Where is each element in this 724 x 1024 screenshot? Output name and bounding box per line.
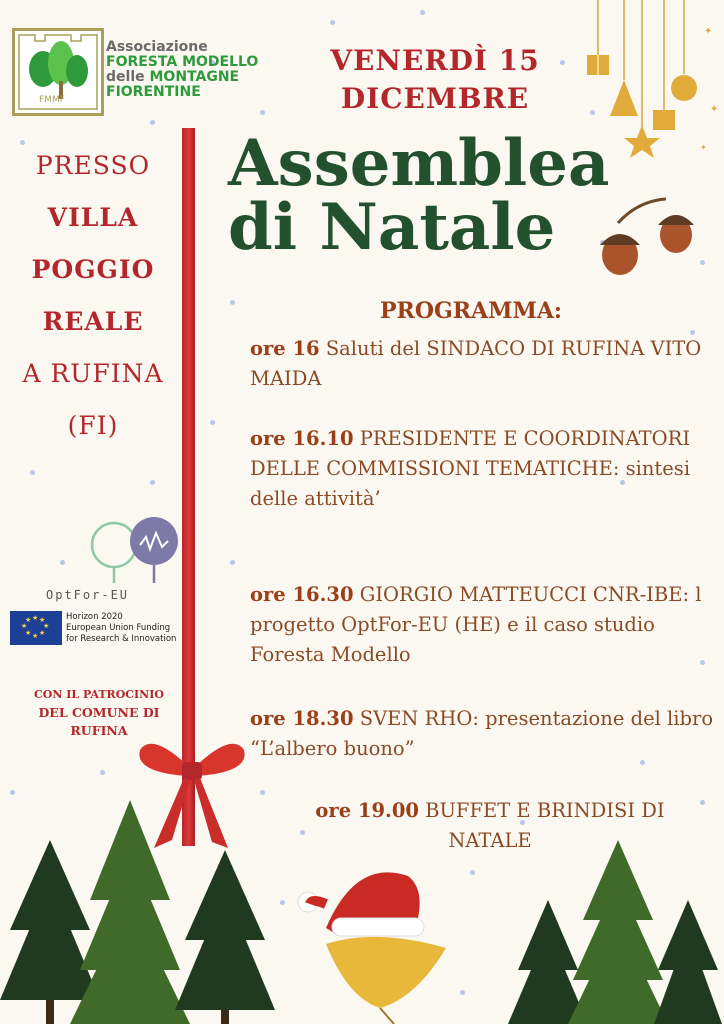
venue-line-villa: VILLA bbox=[47, 203, 139, 232]
assoc-line3-prefix: delle bbox=[106, 69, 145, 85]
program-item-2 bbox=[250, 424, 720, 514]
assoc-line1: Associazione bbox=[106, 39, 208, 55]
eu-flag-icon bbox=[10, 611, 62, 645]
fmmf-logo bbox=[12, 28, 104, 116]
title-line1: Assemblea bbox=[228, 126, 610, 201]
venue-block bbox=[8, 140, 178, 452]
date-line1: VENERDÌ 15 bbox=[330, 44, 540, 77]
svg-text:★: ★ bbox=[43, 622, 50, 630]
assoc-line4: FIORENTINE bbox=[106, 84, 201, 100]
svg-text:★: ★ bbox=[25, 629, 32, 637]
eu-line2: European Union Funding bbox=[66, 623, 171, 633]
venue-line-reale: REALE bbox=[42, 307, 144, 336]
eu-line3: for Research & Innovation bbox=[66, 634, 177, 644]
association-name bbox=[106, 40, 258, 100]
svg-text:✦: ✦ bbox=[704, 26, 713, 37]
patrocinio-line1: CON IL PATROCINIO bbox=[34, 688, 164, 701]
venue-line-fi: (FI) bbox=[67, 411, 119, 440]
program-time: ore 19.00 bbox=[315, 799, 419, 822]
logo-abbr: FMMF bbox=[39, 95, 65, 105]
program-time: ore 16.30 bbox=[250, 583, 354, 606]
assoc-line3-bold: MONTAGNE bbox=[149, 69, 240, 85]
event-date bbox=[290, 42, 580, 118]
program-text: BUFFET E BRINDISI DI NATALE bbox=[418, 799, 665, 852]
svg-text:✦: ✦ bbox=[700, 143, 707, 152]
svg-text:✦: ✦ bbox=[710, 104, 719, 115]
svg-text:★: ★ bbox=[25, 616, 32, 624]
optfor-label: OptFor-EU bbox=[46, 588, 130, 602]
program-text: PRESIDENTE E COORDINATORI DELLE COMMISSIONI TEMATICHE: sintesi delle attività’ bbox=[250, 427, 691, 510]
svg-text:★: ★ bbox=[32, 632, 39, 640]
program-text: GIORGIO MATTEUCCI CNR-IBE: l progetto OptFor-EU (HE) e il caso studio Foresta Modello bbox=[250, 583, 702, 666]
title-line2: di Natale bbox=[228, 190, 556, 265]
svg-text:★: ★ bbox=[21, 622, 28, 630]
patrocinio-block bbox=[14, 686, 184, 740]
venue-line-poggio: POGGIO bbox=[31, 255, 155, 284]
svg-text:★: ★ bbox=[39, 616, 46, 624]
assoc-line3 bbox=[106, 70, 258, 85]
santa-hat-ginkgo-icon bbox=[296, 858, 456, 1024]
program-text: SVEN RHO: presentazione del libro “L’albero buono” bbox=[250, 707, 714, 760]
pine-trees-left-icon bbox=[0, 800, 300, 1024]
venue-line-rufina: A RUFINA bbox=[22, 359, 164, 388]
program-text: Saluti del SINDACO DI RUFINA VITO MAIDA bbox=[250, 337, 702, 390]
svg-text:★: ★ bbox=[39, 629, 46, 637]
program-item-1 bbox=[250, 334, 720, 394]
date-line2: DICEMBRE bbox=[340, 82, 530, 115]
program-time: ore 16 bbox=[250, 337, 320, 360]
patrocinio-line2: DEL COMUNE DI bbox=[38, 705, 160, 720]
svg-text:★: ★ bbox=[32, 614, 39, 622]
eu-line1: Horizon 2020 bbox=[66, 612, 123, 622]
program-item-3 bbox=[250, 580, 720, 670]
programma-heading: PROGRAMMA: bbox=[380, 298, 563, 324]
patrocinio-line3: RUFINA bbox=[70, 723, 128, 738]
assoc-line2: FORESTA MODELLO bbox=[106, 54, 259, 70]
eu-funding-text bbox=[66, 612, 176, 645]
program-time: ore 16.10 bbox=[250, 427, 354, 450]
event-title bbox=[228, 126, 610, 265]
pine-trees-right-icon bbox=[508, 840, 724, 1024]
optfor-logo-icon bbox=[84, 515, 184, 587]
venue-line-presso: PRESSO bbox=[35, 151, 151, 180]
program-time: ore 18.30 bbox=[250, 707, 354, 730]
program-item-4 bbox=[250, 704, 720, 764]
